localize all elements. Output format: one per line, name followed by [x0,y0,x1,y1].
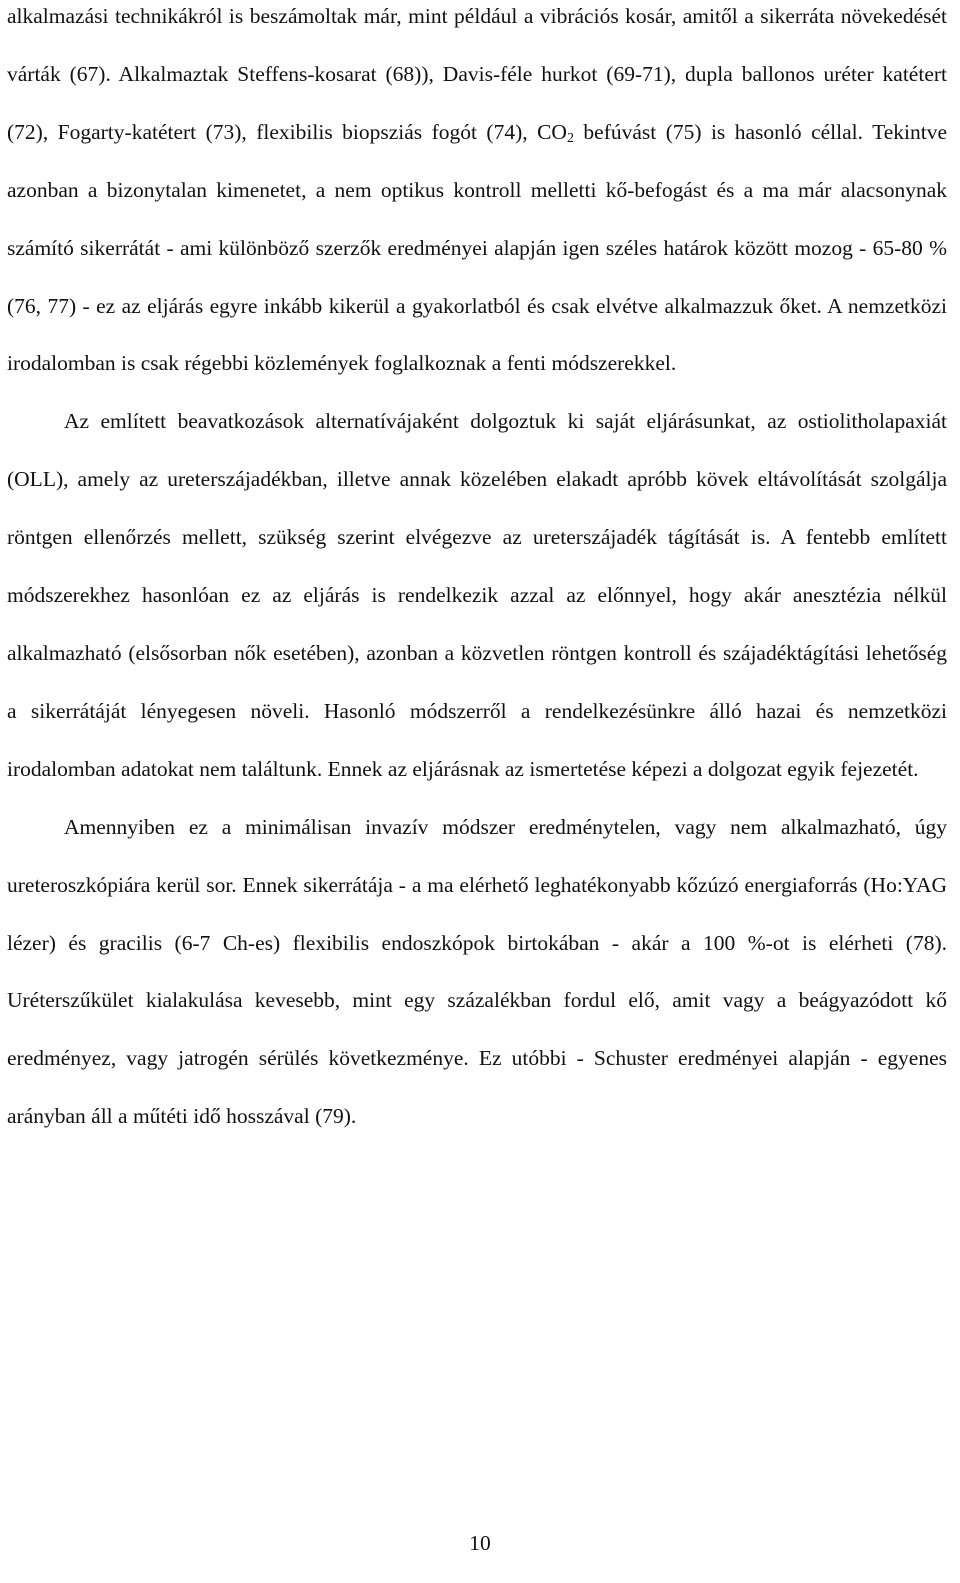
paragraph-1-text-b: befúvást (75) is hasonló céllal. Tekintve azonban a bizonytalan kimenetet, a nem optikus kontroll melletti kő-befogást és a ma már alacsonynak számító sikerrátát - ami különböző szerzők eredményei alapján igen széles határok között mozog - 65-80 % (76, 77) - ez az eljárás egyre inkább kikerül a gyakorlatból és csak elvétve alkalmazzuk őket. A nemzetközi irodalomban is csak régebbi közlemények foglalkoznak a fenti módszerekkel. [7,119,947,376]
document-page [7,0,947,1146]
paragraph-1-text-a: alkalmazási technikákról is beszámoltak már, mint például a vibrációs kosár, amitől a sikerráta növekedését várták (67). Alkalmaztak Steffens-kosarat (68)), Davis-féle hurkot (69-71), dupla ballonos uréter katétert (72), Fogarty-katétert (73), flexibilis biopsziás fogót (74), CO [7,4,947,144]
subscript-2: 2 [566,130,574,146]
page-number: 10 [469,1531,491,1555]
paragraph-1 [7,0,947,393]
paragraph-2: Az említett beavatkozások alternatívájaként dolgoztuk ki saját eljárásunkat, az ostiolitholapaxiát (OLL), amely az ureterszájadékban, illetve annak közelében elakadt apróbb kövek eltávolítását szolgálja röntgen ellenőrzés mellett, szükség szerint elvégezve az ureterszájadék tágítását is. A fentebb említett módszerekhez hasonlóan ez az eljárás is rendelkezik azzal az előnnyel, hogy akár anesztézia nélkül alkalmazható (elsősorban nők esetében), azonban a közvetlen röntgen kontroll és szájadéktágítási lehetőség a sikerrátáját lényegesen növeli. Hasonló módszerről a rendelkezésünkre álló hazai és nemzetközi irodalomban adatokat nem találtunk. Ennek az eljárásnak az ismertetése képezi a dolgozat egyik fejezetét. [7,409,947,781]
paragraph-3: Amennyiben ez a minimálisan invazív módszer eredménytelen, vagy nem alkalmazható, úgy ureteroszkópiára kerül sor. Ennek sikerrátája - a ma elérhető leghatékonyabb kőzúzó energiaforrás (Ho:YAG lézer) és gracilis (6-7 Ch-es) flexibilis endoszkópok birtokában - akár a 100 %-ot is elérheti (78). Uréterszűkület kialakulása kevesebb, mint egy százalékban fordul elő, amit vagy a beágyazódott kő eredményez, vagy jatrogén sérülés következménye. Ez utóbbi - Schuster eredményei alapján - egyenes arányban áll a műtéti idő hosszával (79). [7,814,947,1129]
